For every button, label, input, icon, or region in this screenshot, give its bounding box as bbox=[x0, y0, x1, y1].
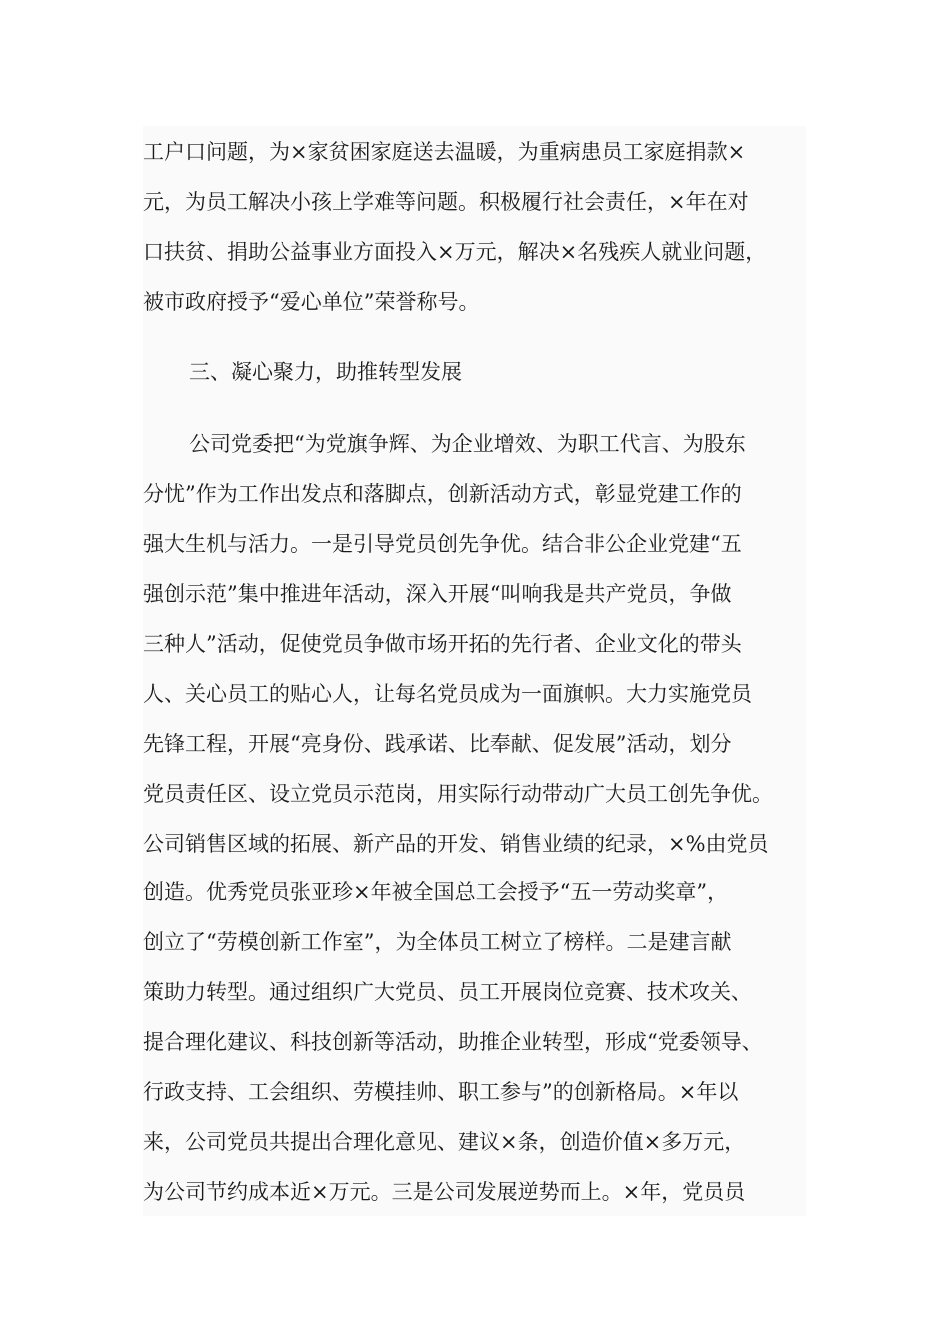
paragraph-line: 人、关心员工的贴心人，让每名党员成为一面旗帜。大力实施党员 bbox=[143, 682, 752, 706]
paragraph-line: 策助力转型。通过组织广大党员、员工开展岗位竞赛、技术攻关、 bbox=[143, 980, 752, 1004]
paragraph-line: 为公司节约成本近×万元。三是公司发展逆势而上。×年，党员员 bbox=[143, 1180, 746, 1204]
paragraph-line: 公司党委把“为党旗争辉、为企业增效、为职工代言、为股东 bbox=[189, 432, 746, 456]
paragraph-line: 三种人”活动，促使党员争做市场开拓的先行者、企业文化的带头 bbox=[143, 632, 742, 656]
paragraph-line: 强创示范”集中推进年活动，深入开展“叫响我是共产党员，争做 bbox=[143, 582, 732, 606]
paragraph-line: 党员责任区、设立党员示范岗，用实际行动带动广大员工创先争优。 bbox=[143, 782, 773, 806]
paragraph-line: 强大生机与活力。一是引导党员创先争优。结合非公企业党建“五 bbox=[143, 532, 742, 556]
paragraph-line: 被市政府授予“爱心单位”荣誉称号。 bbox=[143, 290, 480, 314]
paragraph-line: 工户口问题，为×家贫困家庭送去温暖，为重病患员工家庭捐款× bbox=[143, 140, 746, 164]
paragraph-line: 口扶贫、捐助公益事业方面投入×万元，解决×名残疾人就业问题， bbox=[143, 240, 767, 264]
section-heading: 三、凝心聚力，助推转型发展 bbox=[189, 360, 462, 384]
paragraph-line: 行政支持、工会组织、劳模挂帅、职工参与”的创新格局。×年以 bbox=[143, 1080, 739, 1104]
paragraph-line: 分忧”作为工作出发点和落脚点，创新活动方式，彰显党建工作的 bbox=[143, 482, 742, 506]
paragraph-line: 来，公司党员共提出合理化意见、建议×条，创造价值×多万元， bbox=[143, 1130, 746, 1154]
paragraph-line: 公司销售区域的拓展、新产品的开发、销售业绩的纪录，×%由党员 bbox=[143, 832, 769, 856]
paragraph-line: 创立了“劳模创新工作室”，为全体员工树立了榜样。二是建言献 bbox=[143, 930, 732, 954]
paragraph-line: 创造。优秀党员张亚珍×年被全国总工会授予“五一劳动奖章”， bbox=[143, 880, 729, 904]
paragraph-line: 元，为员工解决小孩上学难等问题。积极履行社会责任，×年在对 bbox=[143, 190, 749, 214]
paragraph-line: 先锋工程，开展“亮身份、践承诺、比奉献、促发展”活动，划分 bbox=[143, 732, 732, 756]
paragraph-line: 提合理化建议、科技创新等活动，助推企业转型，形成“党委领导、 bbox=[143, 1030, 763, 1054]
